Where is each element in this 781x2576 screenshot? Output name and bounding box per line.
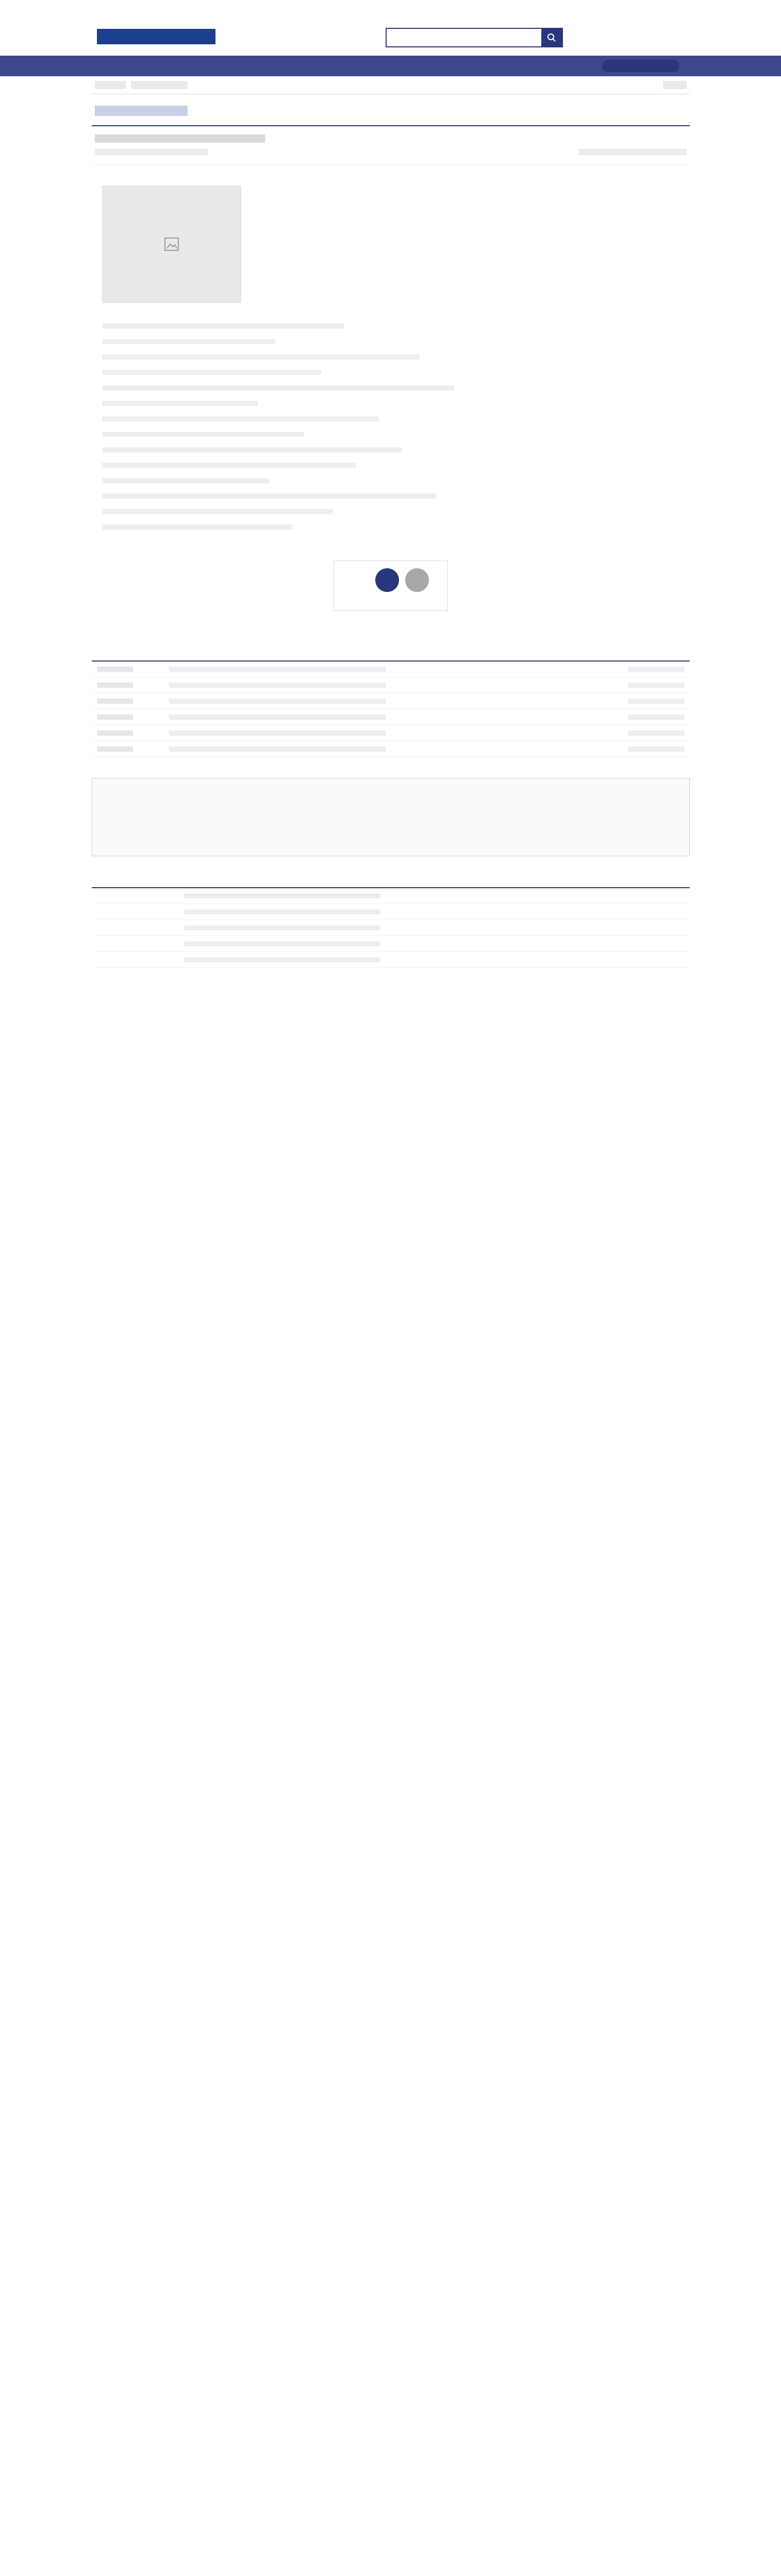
- post-title: [95, 134, 265, 143]
- gallery-area: [92, 94, 690, 968]
- post-text-line: [102, 494, 437, 499]
- post-text-line: [102, 339, 275, 344]
- post-body: [92, 165, 690, 611]
- post-text-line: [102, 463, 356, 468]
- post-text-line: [102, 478, 270, 483]
- post-text-line: [102, 401, 258, 406]
- post-text-line: [102, 447, 402, 452]
- post-list-row[interactable]: [92, 952, 690, 968]
- post-stats: [578, 149, 687, 155]
- post-text-line: [102, 324, 344, 329]
- recommend-box: [334, 561, 448, 611]
- nav-item[interactable]: [221, 60, 257, 72]
- comment-row: [92, 741, 690, 757]
- gallery-title[interactable]: [95, 106, 188, 116]
- search-input[interactable]: [387, 29, 546, 44]
- comment-row: [92, 725, 690, 741]
- post-text-line: [102, 370, 322, 375]
- gallery-chip[interactable]: [95, 81, 126, 89]
- main-nav: [0, 56, 781, 76]
- comment-row: [92, 693, 690, 709]
- post-list-row[interactable]: [92, 920, 690, 936]
- post-text-line: [102, 385, 454, 391]
- post-text-line: [102, 524, 293, 530]
- gallery-title-bar: [92, 94, 690, 126]
- site-header: [92, 12, 690, 56]
- nav-item[interactable]: [262, 60, 298, 72]
- nav-item[interactable]: [138, 60, 174, 72]
- post-image: [102, 185, 241, 303]
- post-text-line: [102, 354, 420, 360]
- search-icon: [547, 33, 556, 42]
- gallery-sub-bar: [92, 76, 690, 94]
- comments-header: [92, 642, 690, 662]
- comment-row: [92, 677, 690, 693]
- nav-item[interactable]: [97, 60, 133, 72]
- post-list-row[interactable]: [92, 888, 690, 904]
- utility-bar: [0, 0, 781, 12]
- gallery-chip[interactable]: [131, 81, 188, 89]
- search-box: [386, 28, 563, 47]
- nav-action-button[interactable]: [602, 60, 679, 72]
- recommend-down-button[interactable]: [405, 568, 429, 592]
- nav-item[interactable]: [179, 60, 215, 72]
- site-logo[interactable]: [97, 29, 215, 44]
- post-list-row[interactable]: [92, 936, 690, 952]
- post-meta: [95, 149, 208, 155]
- comment-row: [92, 709, 690, 725]
- post-list: [92, 887, 690, 968]
- gallery-chip[interactable]: [663, 81, 687, 89]
- post-list-row[interactable]: [92, 904, 690, 920]
- post-header: [92, 126, 690, 165]
- post-text-line: [102, 416, 379, 421]
- post-text-line: [102, 509, 333, 514]
- comment-input[interactable]: [92, 778, 690, 856]
- comment-row: [92, 662, 690, 677]
- recommend-up-button[interactable]: [375, 568, 399, 592]
- post-text-line: [102, 432, 304, 437]
- search-button[interactable]: [541, 29, 562, 46]
- broken-image-icon: [163, 236, 180, 252]
- nav-item[interactable]: [303, 60, 339, 72]
